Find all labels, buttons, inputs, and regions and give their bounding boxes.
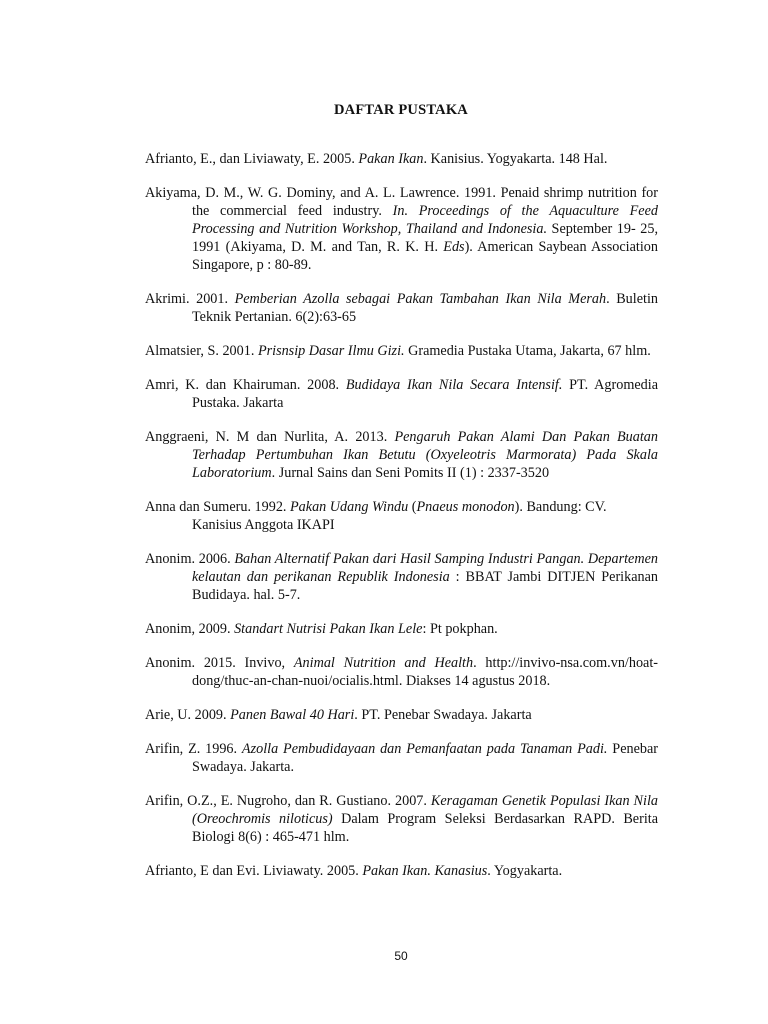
reference-text: Anonim. 2006. — [145, 551, 235, 567]
reference-text: Anna dan Sumeru. 1992. — [145, 499, 291, 515]
reference-italic-text: Keragaman Genetik Populasi Ikan Nila (Oreochromis niloticus) — [192, 793, 658, 827]
reference-text: : Pt pokphan. — [422, 621, 498, 637]
reference-entry — [145, 740, 658, 776]
reference-text: Gramedia Pustaka Utama, Jakarta, 67 hlm. — [404, 343, 651, 359]
reference-text: ( — [408, 499, 417, 515]
reference-entry — [145, 862, 658, 880]
reference-entry — [145, 550, 658, 604]
reference-italic-text: Budidaya Ikan Nila Secara Intensif. — [345, 377, 563, 393]
reference-entry — [145, 290, 658, 326]
reference-italic-text: Pakan Udang Windu — [290, 499, 409, 515]
reference-text: ). American Saybean Association Singapore, p : 80-89. — [192, 239, 658, 273]
reference-italic-text: Pengaruh Pakan Alami Dan Pakan Buatan Terhadap Pertumbuhan Ikan Betutu (Oxyeleotris Marmorata) Pada Skala Laboratorium — [192, 429, 658, 481]
reference-italic-text: Prisnsip Dasar Ilmu Gizi. — [257, 343, 405, 359]
reference-text: : BBAT Jambi DITJEN Perikanan Budidaya. hal. 5-7. — [192, 569, 658, 603]
reference-entry — [145, 498, 658, 534]
reference-text: Afrianto, E dan Evi. Liviawaty. 2005. — [145, 863, 363, 879]
reference-text: Arifin, O.Z., E. Nugroho, dan R. Gustiano. 2007. — [145, 793, 431, 809]
reference-text: Almatsier, S. 2001. — [145, 343, 258, 359]
reference-italic-text: Animal Nutrition and Health — [293, 655, 474, 671]
reference-text: Anggraeni, N. M dan Nurlita, A. 2013. — [145, 429, 395, 445]
reference-text: Akiyama, D. M., W. G. Dominy, and A. L. Lawrence. 1991. Penaid shrimp nutrition for the commercial feed industry. — [145, 185, 658, 219]
reference-text: Anonim. 2015. Invivo, — [145, 655, 294, 671]
reference-italic-text: In. Proceedings of the Aquaculture Feed Processing and Nutrition Workshop, Thailand and Indonesia. — [192, 203, 658, 237]
reference-italic-text: Bahan Alternatif Pakan dari Hasil Samping Industri Pangan. Departemen kelautan dan perikanan Republik Indonesia — [192, 551, 658, 585]
reference-entry — [145, 184, 658, 274]
reference-italic-text: Pemberian Azolla sebagai Pakan Tambahan Ikan Nila Merah — [234, 291, 607, 307]
reference-entry — [145, 428, 658, 482]
reference-entry — [145, 706, 658, 724]
reference-italic-text: Standart Nutrisi Pakan Ikan Lele — [234, 621, 423, 637]
reference-italic-text: Pakan Ikan — [358, 151, 424, 167]
reference-text: Amri, K. dan Khairuman. 2008. — [145, 377, 346, 393]
reference-italic-text: Pnaeus monodon — [416, 499, 515, 515]
reference-text: Arifin, Z. 1996. — [145, 741, 242, 757]
reference-text: Penebar Swadaya. Jakarta. — [192, 741, 658, 775]
reference-entry — [145, 342, 658, 360]
page-title: DAFTAR PUSTAKA — [334, 102, 468, 118]
reference-text: . Kanisius. Yogyakarta. 148 Hal. — [423, 151, 608, 167]
reference-entry — [145, 150, 658, 168]
reference-list — [145, 150, 658, 896]
reference-entry — [145, 620, 658, 638]
reference-text: . Jurnal Sains dan Seni Pomits II (1) : 2337-3520 — [271, 465, 550, 481]
reference-text: September 19- 25, 1991 (Akiyama, D. M. and Tan, R. K. H. — [192, 221, 658, 255]
reference-text: Dalam Program Seleksi Berdasarkan RAPD. Berita Biologi 8(6) : 465-471 hlm. — [192, 811, 659, 845]
reference-entry — [145, 654, 658, 690]
reference-text: Arie, U. 2009. — [145, 707, 231, 723]
reference-text: . PT. Penebar Swadaya. Jakarta — [354, 707, 532, 723]
reference-entry — [145, 792, 658, 846]
reference-italic-text: Azolla Pembudidayaan dan Pemanfaatan pada Tanaman Padi. — [241, 741, 608, 757]
reference-text: . Yogyakarta. — [487, 863, 563, 879]
reference-entry — [145, 376, 658, 412]
reference-text: . Buletin Teknik Pertanian. 6(2):63-65 — [192, 291, 658, 325]
reference-text: Afrianto, E., dan Liviawaty, E. 2005. — [145, 151, 359, 167]
page-number: 50 — [394, 949, 408, 963]
reference-italic-text: Eds — [443, 239, 465, 255]
reference-italic-text: Panen Bawal 40 Hari — [230, 707, 355, 723]
reference-text: Anonim, 2009. — [145, 621, 235, 637]
reference-text: ). Bandung: CV. Kanisius Anggota IKAPI — [192, 499, 607, 533]
reference-text: . http://invivo-nsa.com.vn/hoat-dong/thuc-an-chan-nuoi/ocialis.html. Diakses 14 agustus 2018. — [192, 655, 658, 689]
reference-text: Akrimi. 2001. — [145, 291, 235, 307]
reference-italic-text: Pakan Ikan. Kanasius — [362, 863, 488, 879]
reference-text: PT. Agromedia Pustaka. Jakarta — [192, 377, 658, 411]
